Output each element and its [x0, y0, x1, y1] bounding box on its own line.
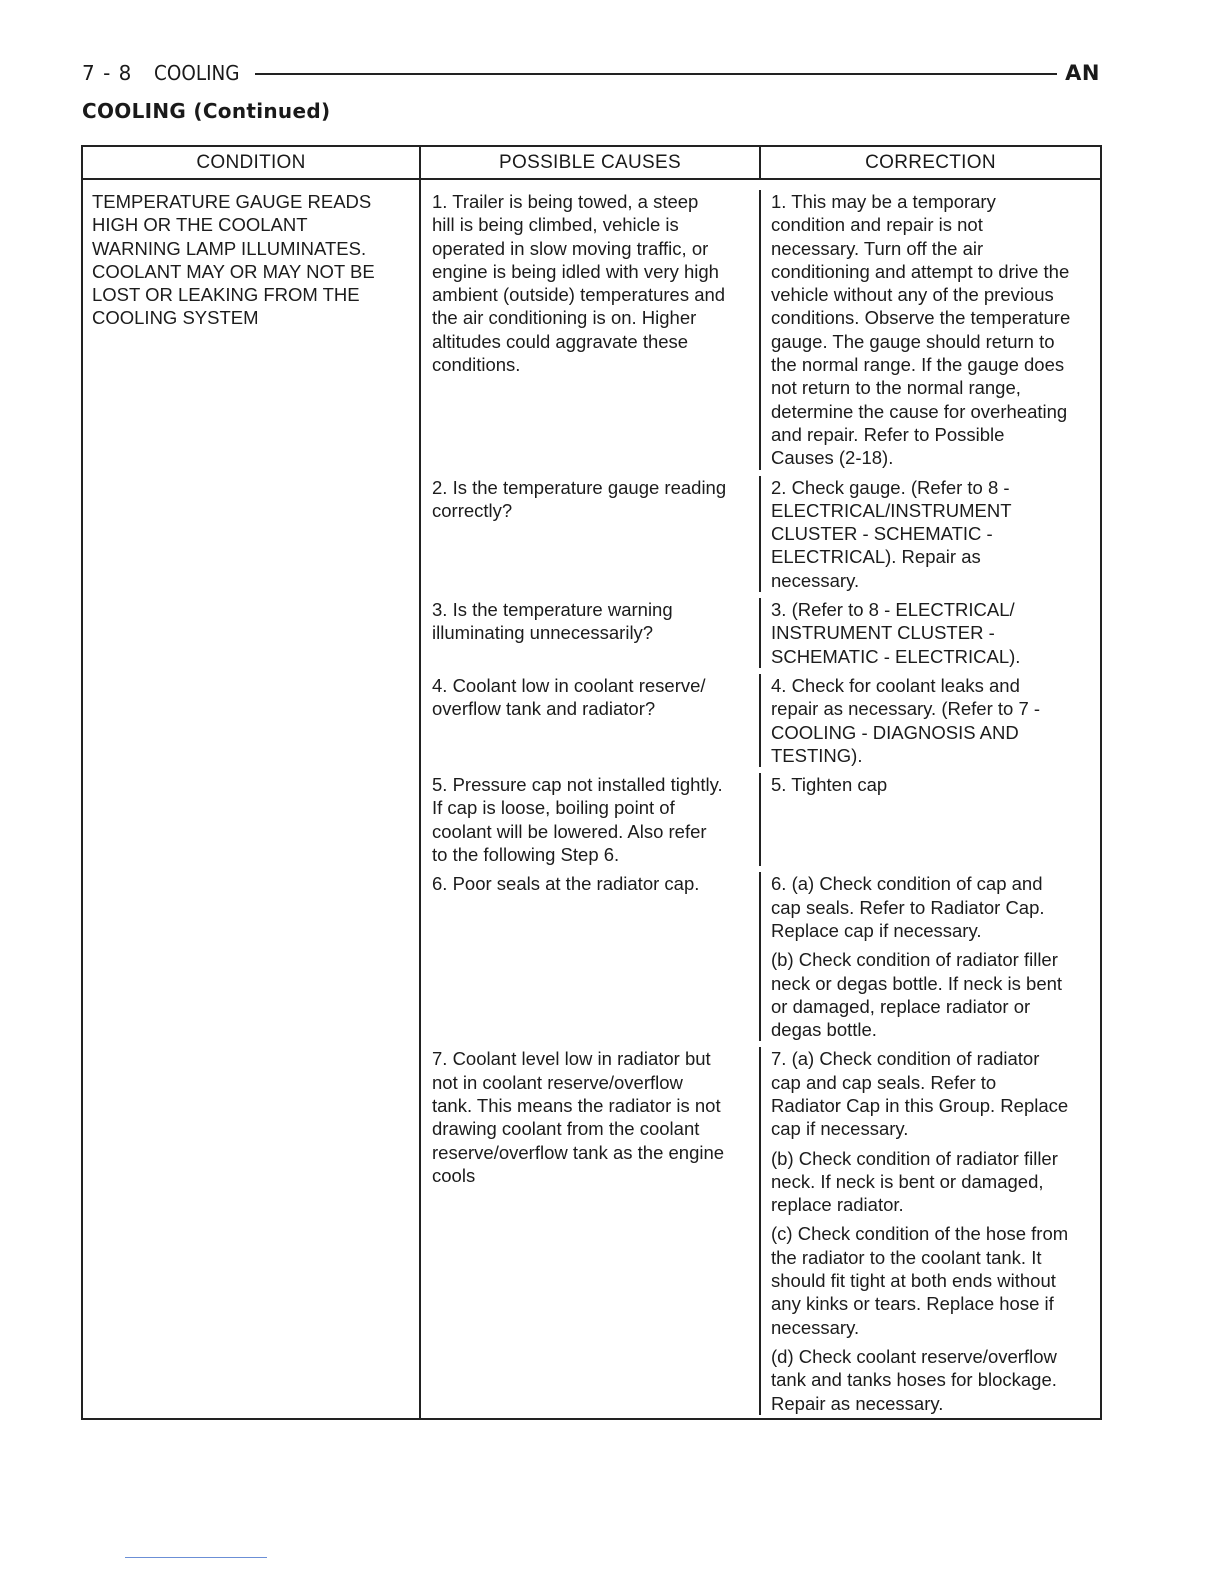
correction-item: (d) Check coolant reserve/overflow tank and tanks hoses for blockage. Repair as necessary. [771, 1345, 1057, 1414]
cause-correction-pair [421, 1041, 1100, 1417]
correction-item: 3. (Refer to 8 - ELECTRICAL/ INSTRUMENT CLUSTER - SCHEMATIC - ELECTRICAL). [771, 599, 1021, 667]
correction-group [761, 476, 1100, 592]
correction-group [761, 598, 1100, 668]
condition-text: TEMPERATURE GAUGE READS HIGH OR THE COOLANT WARNING LAMP ILLUMINATES. COOLANT MAY OR MAY NOT BE LOST OR LEAKING FROM THE COOLING SYSTEM [92, 191, 375, 329]
cause-correction-pair [421, 180, 1100, 470]
diagnosis-table [81, 145, 1102, 1420]
correction-item: 4. Check for coolant leaks and repair as necessary. (Refer to 7 - COOLING - DIAGNOSIS AND TESTING). [771, 674, 1041, 766]
page-header [82, 58, 1100, 88]
correction-item: 2. Check gauge. (Refer to 8 - ELECTRICAL/INSTRUMENT CLUSTER - SCHEMATIC - ELECTRICAL). Repair as necessary. [771, 476, 1012, 591]
possible-cause-item: 6. Poor seals at the radiator cap. [421, 872, 761, 1041]
cause-correction-pair [421, 668, 1100, 767]
cause-correction-pair [421, 866, 1100, 1041]
correction-group [761, 674, 1100, 767]
correction-group [761, 1047, 1100, 1414]
table-header-row [82, 146, 1101, 179]
column-header-possible-causes: POSSIBLE CAUSES [420, 146, 760, 179]
vehicle-code: AN [1065, 61, 1100, 85]
column-header-condition: CONDITION [82, 146, 420, 179]
table-row [82, 179, 1101, 1419]
possible-cause-item: 1. Trailer is being towed, a steep hill is being climbed, vehicle is operated in slow moving traffic, or engine is being idled with very high ambient (outside) temperatures and the air conditioning is on. Higher altitudes could aggravate these conditions. [421, 190, 761, 470]
correction-item: 6. (a) Check condition of cap and cap seals. Refer to Radiator Cap. Replace cap if necessary. [771, 873, 1045, 941]
scan-mark [125, 1557, 267, 1558]
possible-cause-item: 2. Is the temperature gauge reading correctly? [421, 476, 761, 592]
correction-item: 1. This may be a temporary condition and repair is not necessary. Turn off the air conditioning and attempt to drive the vehicle without any of the previous conditions. Observe the temperature gauge. The gauge should return to the normal range. If the gauge does not return to the normal range, determine the cause for overheating and repair. Refer to Possible Causes (2-18). [771, 191, 1071, 469]
possible-cause-item: 5. Pressure cap not installed tightly. If cap is loose, boiling point of coolant will be lowered. Also refer to the following Step 6. [421, 773, 761, 866]
correction-item: 7. (a) Check condition of radiator cap and cap seals. Refer to Radiator Cap in this Group. Replace cap if necessary. [771, 1048, 1069, 1140]
cause-correction-pair [421, 592, 1100, 668]
correction-item: 5. Tighten cap [771, 774, 888, 796]
condition-cell [82, 179, 420, 1419]
section-name: COOLING [154, 61, 240, 85]
cause-correction-pair [421, 470, 1100, 592]
correction-group [761, 773, 1100, 866]
possible-cause-item: 3. Is the temperature warning illuminating unnecessarily? [421, 598, 761, 668]
causes-corrections-cell [420, 179, 1101, 1419]
page-number: 7 - 8 [82, 61, 133, 85]
correction-group [761, 872, 1100, 1041]
correction-item: (b) Check condition of radiator filler neck. If neck is bent or damaged, replace radiator. [771, 1147, 1058, 1216]
correction-item: (c) Check condition of the hose from the radiator to the coolant tank. It should fit tight at both ends without any kinks or tears. Replace hose if necessary. [771, 1223, 1069, 1338]
column-header-correction: CORRECTION [760, 146, 1101, 179]
correction-group [761, 190, 1100, 470]
header-rule [255, 73, 1057, 75]
cause-correction-list [421, 180, 1100, 1418]
cause-correction-pair [421, 767, 1100, 866]
correction-item: (b) Check condition of radiator filler neck or degas bottle. If neck is bent or damaged, replace radiator or degas bottle. [771, 949, 1063, 1041]
section-title: COOLING (Continued) [82, 99, 331, 123]
possible-cause-item: 4. Coolant low in coolant reserve/ overflow tank and radiator? [421, 674, 761, 767]
possible-cause-item: 7. Coolant level low in radiator but not in coolant reserve/overflow tank. This means the radiator is not drawing coolant from the coolant reserve/overflow tank as the engine cools [421, 1047, 761, 1414]
